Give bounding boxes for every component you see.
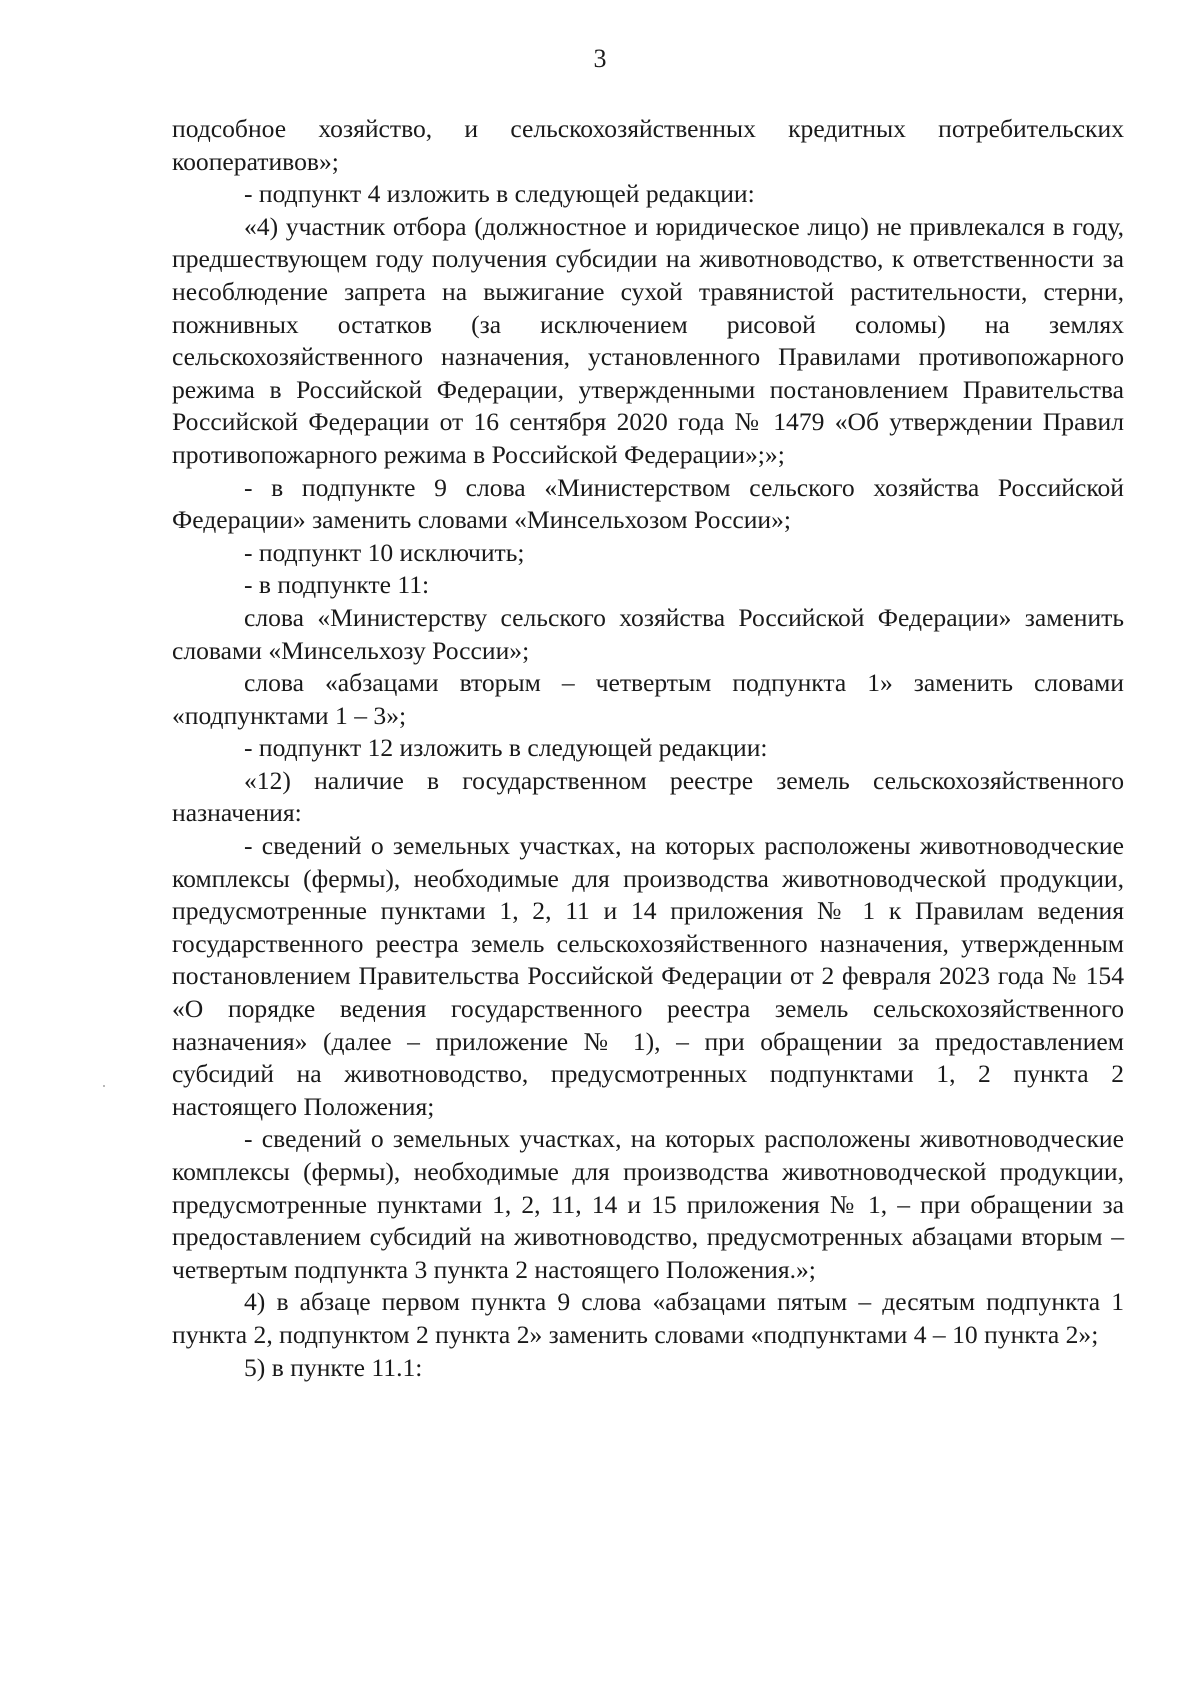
paragraph-subclause-4-intro: - подпункт 4 изложить в следующей редакции: [244,179,755,209]
paragraph-item-5: 5) в пункте 11.1: [244,1352,423,1382]
paragraph-item-4: 4) в абзаце первом пункта 9 слова «абзацами пятым – десятым подпункта 1 пункта 2, подпунктом 2 пункта 2» заменить словами «подпунктами 4 – 10 пункта 2»; [172,1287,1124,1349]
page-number: 3 [593,44,607,73]
paragraph-land-info-2: - сведений о земельных участках, на которых расположены животноводческие комплексы (фермы), необходимые для производства животноводческой продукции, предусмотренные пунктами 1, 2, 11, 14 и 15 приложения № 1, – при обращении за предоставлением субсидий на животноводство, предусмотренных абзацами вторым – четвертым подпункта 3 пункта 2 настоящего Положения.»; [172,1124,1124,1284]
paragraph-subclause-11-intro: - в подпункте 11: [244,570,430,600]
paragraph-continuation: подсобное хозяйство, и сельскохозяйственных кредитных потребительских кооперативов»; [172,114,1124,176]
paragraph-subclause-12-text: «12) наличие в государственном реестре земель сельскохозяйственного назначения: [172,765,1124,828]
document-body [172,113,1124,1384]
paragraph-subclause-11-words-2: слова «абзацами вторым – четвертым подпункта 1» заменить словами «подпунктами 1 – 3»; [172,668,1124,730]
scan-speck [103,1085,105,1087]
paragraph-subclause-11-words-1: слова «Министерству сельского хозяйства Российской Федерации» заменить словами «Минсельхозу России»; [172,602,1124,665]
paragraph-subclause-12-intro: - подпункт 12 изложить в следующей редакции: [244,733,768,763]
paragraph-subclause-9: - в подпункте 9 слова «Министерством сельского хозяйства Российской Федерации» заменить словами «Минсельхозом России»; [172,472,1124,535]
paragraph-subclause-4-text: «4) участник отбора (должностное и юридическое лицо) не привлекался в году, предшествующем году получения субсидии на животноводство, к ответственности за несоблюдение запрета на выжигание сухой травянистой растительности, стерни, пожнивных остатков (за исключением рисовой соломы) на землях сельскохозяйственного назначения, установленного Правилами противопожарного режима в Российской Федерации, утвержденными постановлением Правительства Российской Федерации от 16 сентября 2020 года № 1479 «Об утверждении Правил противопожарного режима в Российской Федерации»;»; [172,211,1124,469]
paragraph-land-info-1: - сведений о земельных участках, на которых расположены животноводческие комплексы (фермы), необходимые для производства животноводческой продукции, предусмотренные пунктами 1, 2, 11 и 14 приложения № 1 к Правилам ведения государственного реестра земель сельскохозяйственного назначения, утвержденным постановлением Правительства Российской Федерации от 2 февраля 2023 года № 154 «О порядке ведения государственного реестра земель сельскохозяйственного назначения» (далее – приложение № 1), – при обращении за предоставлением субсидий на животноводство, предусмотренных подпунктами 1, 2 пункта 2 настоящего Положения; [172,831,1124,1121]
paragraph-subclause-10: - подпункт 10 исключить; [244,537,525,567]
